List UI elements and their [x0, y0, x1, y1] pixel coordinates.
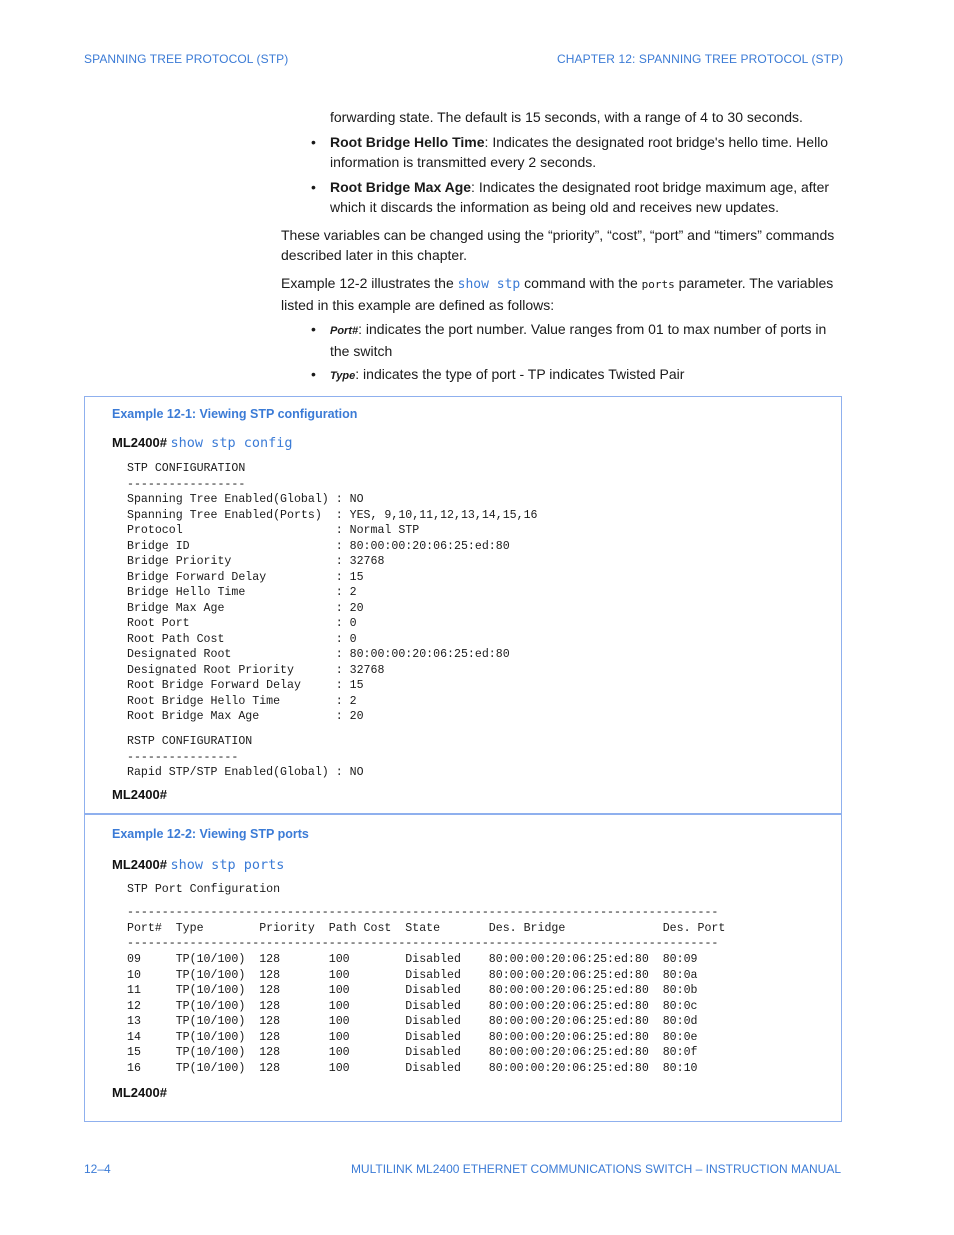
running-header-right: CHAPTER 12: SPANNING TREE PROTOCOL (STP): [557, 52, 844, 66]
bullet-root-bridge-hello-time: [311, 132, 841, 172]
end-prompt: ML2400#: [112, 1085, 167, 1100]
paragraph-line: These variables can be changed using the “priority”, “cost”, “port” and “timers” commands: [281, 227, 835, 243]
table-rows: [127, 952, 698, 1076]
bullet-icon: •: [311, 366, 316, 382]
example-box-stp-ports: [84, 814, 842, 1122]
output-line: 13 TP(10/100) 128 100 Disabled 80:00:00:20:06:25:ed:80 80:0d: [127, 1015, 698, 1028]
command-output: [127, 461, 538, 725]
output-line: Bridge Forward Delay : 15: [127, 570, 364, 584]
example-box-stp-config: [84, 396, 842, 814]
output-line: 11 TP(10/100) 128 100 Disabled 80:00:00:20:06:25:ed:80 80:0b: [127, 984, 698, 997]
output-line: Bridge Priority : 32768: [127, 555, 385, 568]
output-line: Rapid STP/STP Enabled(Global) : NO: [127, 766, 364, 779]
bullet-desc: : Indicates the designated root bridge maximum age, after: [471, 179, 830, 195]
output-line: -----------------: [127, 477, 246, 491]
output-line: 12 TP(10/100) 128 100 Disabled 80:00:00:20:06:25:ed:80 80:0c: [127, 999, 698, 1013]
output-line: Bridge ID : 80:00:00:20:06:25:ed:80: [127, 539, 510, 553]
output-line: 10 TP(10/100) 128 100 Disabled 80:00:00:20:06:25:ed:80 80:0a: [127, 968, 698, 982]
bullet-root-bridge-max-age: [311, 177, 841, 217]
output-line: Spanning Tree Enabled(Ports) : YES, 9,10,11,12,13,14,15,16: [127, 508, 538, 522]
bullet-desc: : indicates the type of port - TP indicates Twisted Pair: [355, 366, 685, 382]
cli-command: show stp ports: [170, 857, 285, 873]
inline-parameter: ports: [641, 278, 675, 291]
bullet-icon: •: [311, 179, 316, 195]
command-line: [112, 435, 292, 451]
bullet-port-number: [311, 319, 841, 361]
table-rule: -------------------------------------------------------------------------------------: [127, 906, 719, 919]
output-line: Bridge Max Age : 20: [127, 601, 364, 615]
bullet-desc: : Indicates the designated root bridge's hello time. Hello: [484, 134, 829, 150]
bullet-desc-cont: which it discards the information as being old and receives new updates.: [330, 199, 780, 215]
output-line: Root Port : 0: [127, 617, 357, 630]
paragraph-text: listed in this example are defined as follows:: [281, 297, 555, 313]
table-rule: -------------------------------------------------------------------------------------: [127, 937, 719, 950]
command-line: [112, 857, 284, 873]
bullet-desc-cont: the switch: [330, 343, 393, 359]
output-heading: STP Port Configuration: [127, 883, 281, 896]
output-line: 09 TP(10/100) 128 100 Disabled 80:00:00:20:06:25:ed:80 80:09: [127, 953, 698, 966]
manual-title: MULTILINK ML2400 ETHERNET COMMUNICATIONS SWITCH – INSTRUCTION MANUAL: [350, 1162, 841, 1176]
paragraph-example-ref: [281, 273, 843, 315]
output-line: Protocol : Normal STP: [127, 524, 420, 537]
output-line: 16 TP(10/100) 128 100 Disabled 80:00:00:20:06:25:ed:80 80:10: [127, 1061, 698, 1075]
cli-prompt: ML2400#: [112, 857, 167, 872]
bullet-icon: •: [311, 321, 316, 337]
bullet-term: Root Bridge Max Age: [330, 179, 472, 195]
output-line: Designated Root Priority : 32768: [127, 663, 385, 677]
paragraph-text: parameter. The variables: [674, 275, 834, 291]
example-title: Example 12-1: Viewing STP configuration: [112, 407, 358, 421]
end-prompt: ML2400#: [112, 787, 167, 802]
bullet-type: [311, 364, 841, 386]
bullet-term: Port#: [330, 325, 359, 337]
paragraph-text: command with the: [520, 275, 642, 291]
command-output-rstp: [127, 734, 364, 781]
bullet-desc-cont: information is transmitted every 2 seconds.: [330, 154, 597, 170]
inline-command: show stp: [457, 277, 521, 292]
paragraph-text: Example 12-2 illustrates the: [281, 275, 458, 291]
bullet-desc: : indicates the port number. Value ranges from 01 to max number of ports in: [358, 321, 827, 337]
paragraph-variables: [281, 225, 843, 265]
output-line: Spanning Tree Enabled(Global) : NO: [127, 493, 364, 506]
cli-command: show stp config: [170, 435, 293, 451]
paragraph-line: described later in this chapter.: [281, 247, 467, 263]
output-line: RSTP CONFIGURATION: [127, 735, 253, 748]
page-number: 12–4: [84, 1162, 111, 1176]
output-line: 15 TP(10/100) 128 100 Disabled 80:00:00:20:06:25:ed:80 80:0f: [127, 1046, 698, 1059]
output-line: Root Bridge Hello Time : 2: [127, 694, 357, 708]
running-header-left: SPANNING TREE PROTOCOL (STP): [84, 52, 289, 66]
output-line: ----------------: [127, 750, 239, 764]
output-line: Root Bridge Forward Delay : 15: [127, 679, 364, 692]
output-line: Bridge Hello Time : 2: [127, 586, 357, 599]
output-line: STP CONFIGURATION: [127, 462, 246, 475]
continuation-text: forwarding state. The default is 15 seconds, with a range of 4 to 30 seconds.: [330, 109, 803, 125]
table-header: Port# Type Priority Path Cost State Des. Bridge Des. Port: [127, 922, 726, 935]
bullet-icon: •: [311, 134, 316, 150]
cli-prompt: ML2400#: [112, 435, 167, 450]
output-line: Designated Root : 80:00:00:20:06:25:ed:80: [127, 648, 510, 661]
bullet-term: Type: [330, 370, 356, 382]
output-line: Root Bridge Max Age : 20: [127, 710, 364, 723]
example-title: Example 12-2: Viewing STP ports: [112, 827, 309, 841]
output-line: Root Path Cost : 0: [127, 632, 357, 646]
bullet-term: Root Bridge Hello Time: [330, 134, 485, 150]
output-line: 14 TP(10/100) 128 100 Disabled 80:00:00:20:06:25:ed:80 80:0e: [127, 1030, 698, 1044]
